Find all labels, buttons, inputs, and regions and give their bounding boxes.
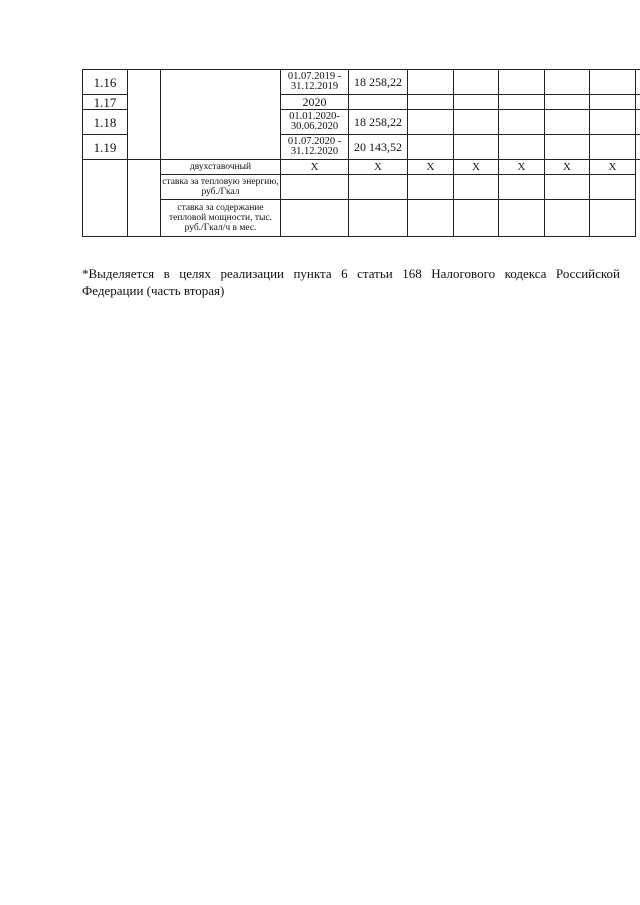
period-cell: 01.07.2019 - 31.12.2019 [281,70,349,95]
x-mark: X [545,160,590,175]
x-mark: X [281,160,349,175]
table-row [83,70,640,95]
blank-cell [83,160,128,237]
table-row [83,175,640,200]
blank-cell [128,160,161,237]
x-mark: X [349,160,408,175]
two-rate-label: двухставочный [161,160,281,175]
row-number: 1.16 [83,70,128,95]
x-mark: X [499,160,545,175]
footnote: *Выделяется в целях реализации пункта 6 статьи 168 Налогового кодекса Российской Федерации (часть вторая) [82,266,620,298]
table-row [83,200,640,237]
x-mark: X [590,160,636,175]
value-cell: 18 258,22 [349,70,408,95]
blank-cell [161,70,281,160]
table-row [83,160,640,175]
tariff-table [82,69,640,237]
value-cell: 18 258,22 [349,110,408,135]
energy-rate-label: ставка за тепловую энергию, руб./Гкал [161,175,281,200]
period-cell: 01.01.2020- 30.06.2020 [281,110,349,135]
blank-cell [128,70,161,160]
x-mark: X [408,160,454,175]
year-cell: 2020 [281,95,349,110]
capacity-rate-label: ставка за содержание тепловой мощности, тыс. руб./Гкал/ч в мес. [161,200,281,237]
row-number: 1.17 [83,95,128,110]
row-number: 1.18 [83,110,128,135]
x-mark: X [454,160,499,175]
value-cell [349,95,408,110]
row-number: 1.19 [83,135,128,160]
value-cell: 20 143,52 [349,135,408,160]
period-cell: 01.07.2020 - 31.12.2020 [281,135,349,160]
